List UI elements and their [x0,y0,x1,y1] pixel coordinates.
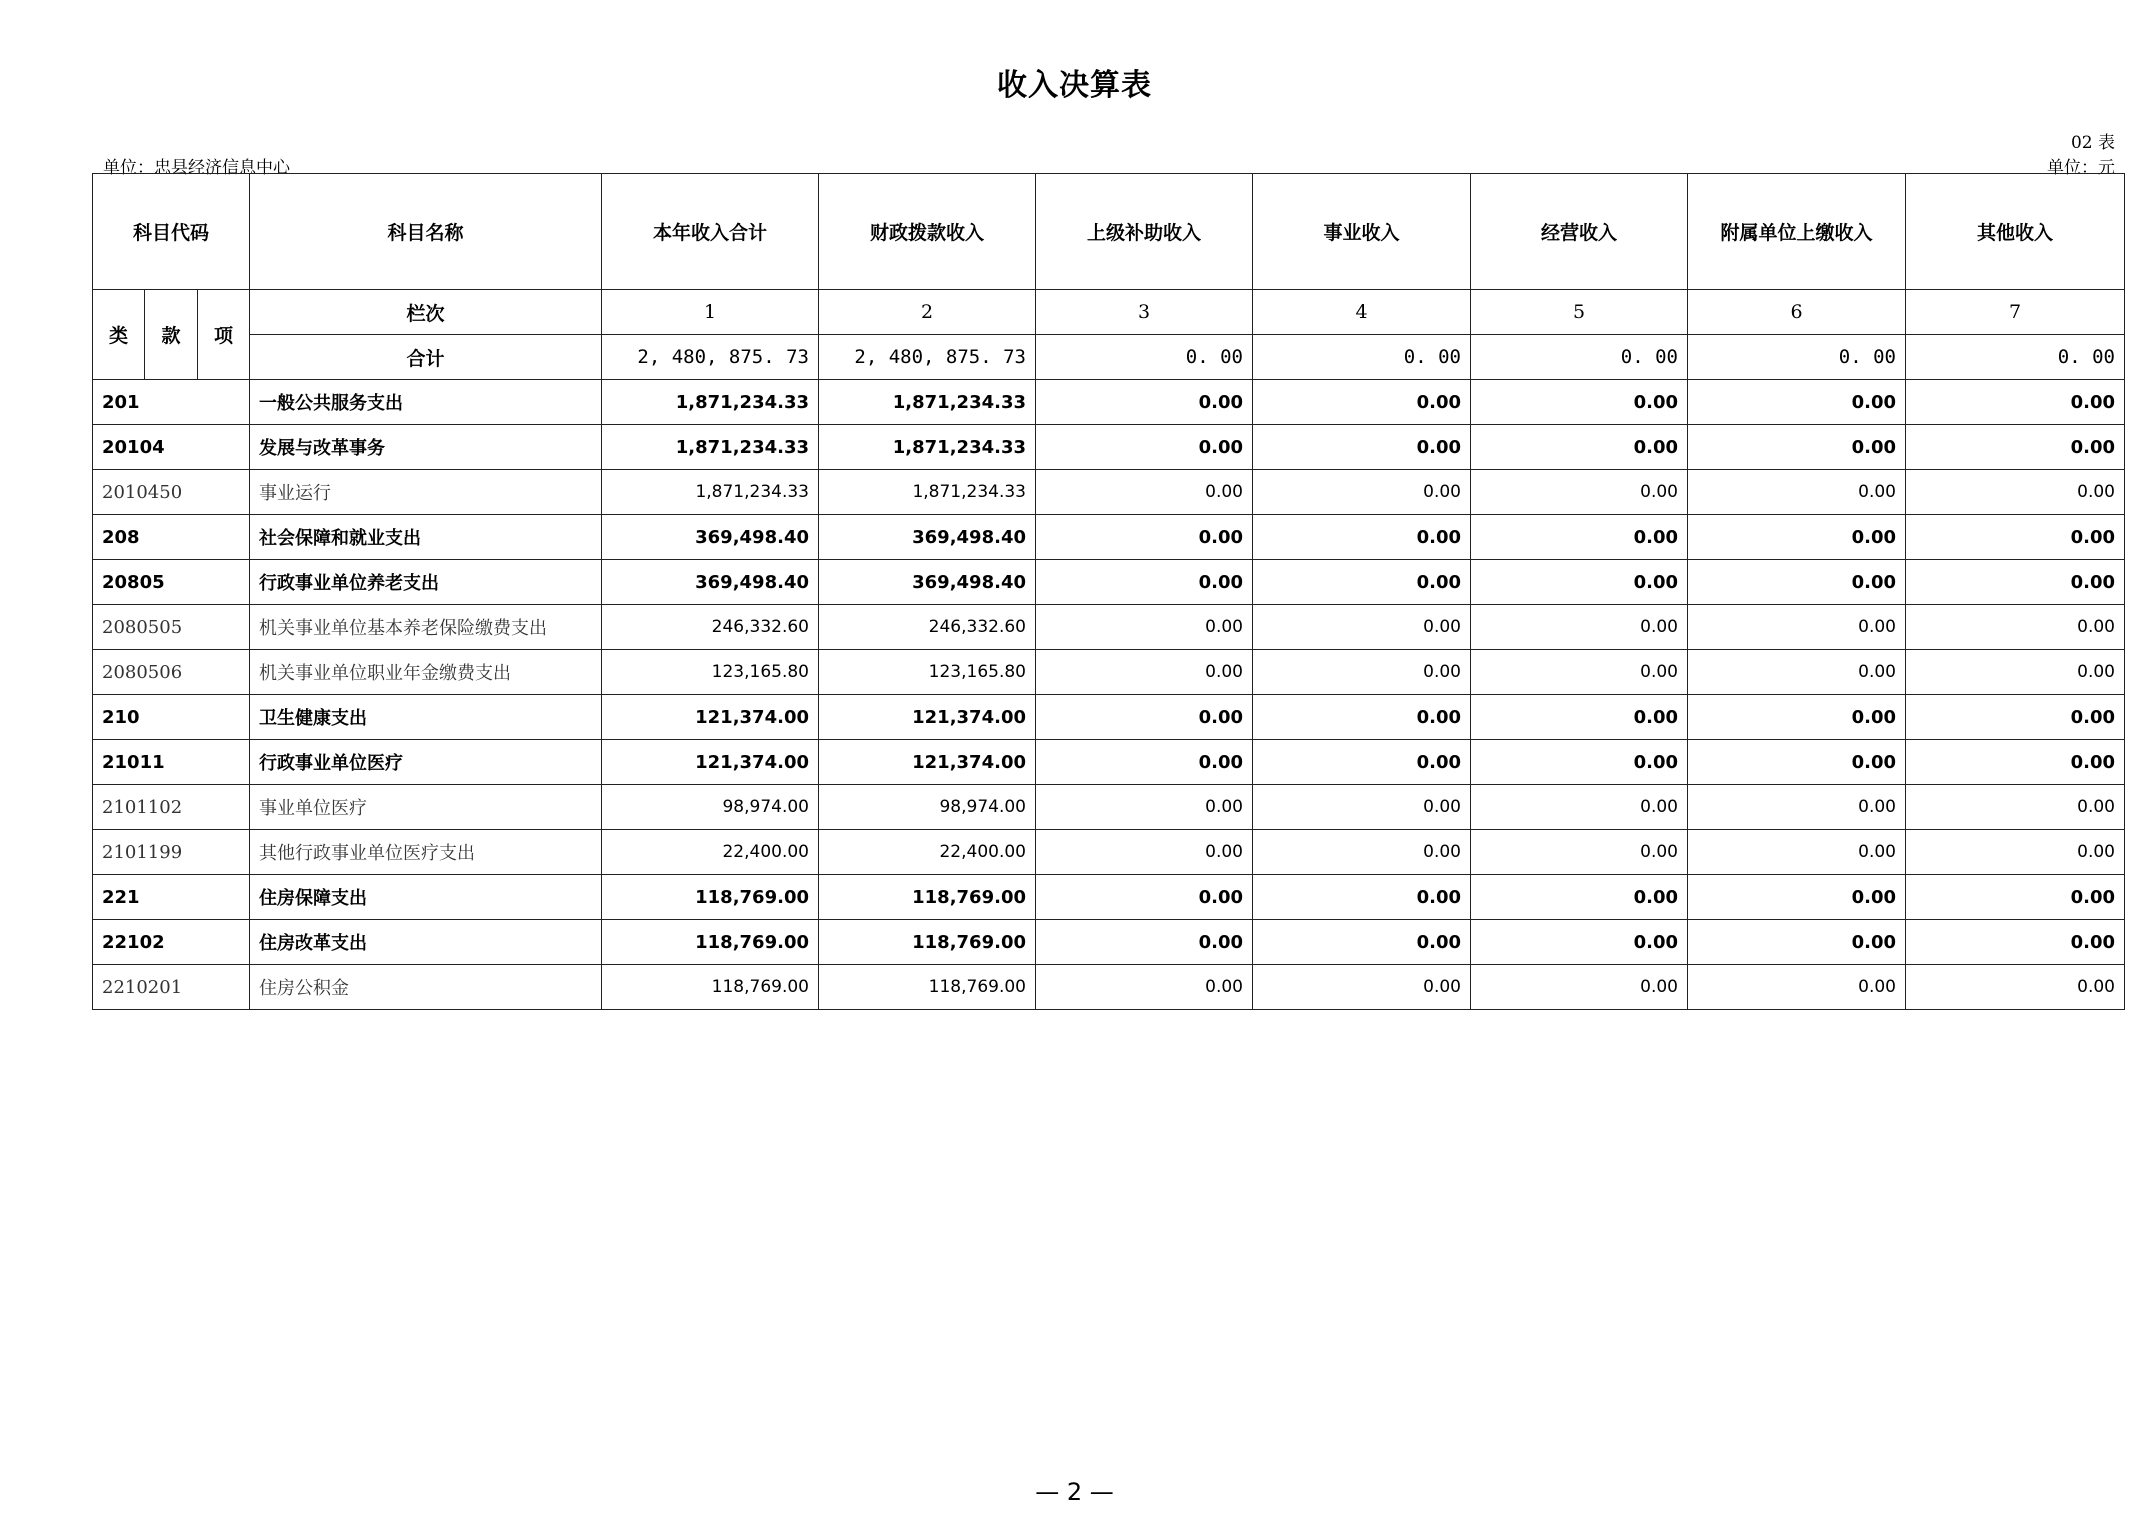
amount-cell: 1,871,234.33 [819,380,1036,425]
income-table [92,173,2125,1010]
amount-cell: 0.00 [1471,695,1688,740]
subject-code: 22102 [93,920,250,965]
amount-cell: 0.00 [1036,560,1253,605]
amount-cell: 0.00 [1036,425,1253,470]
amount-cell: 121,374.00 [819,695,1036,740]
amount-cell: 0.00 [1906,605,2125,650]
amount-cell: 0.00 [1906,380,2125,425]
amount-cell: 0.00 [1471,605,1688,650]
amount-cell: 118,769.00 [819,920,1036,965]
total-cell: 0. 00 [1036,335,1253,380]
amount-cell: 1,871,234.33 [602,425,819,470]
amount-cell: 0.00 [1906,875,2125,920]
subject-name: 发展与改革事务 [250,425,602,470]
table-row [93,965,2125,1010]
amount-cell: 22,400.00 [602,830,819,875]
table-row [93,605,2125,650]
subject-name: 行政事业单位养老支出 [250,560,602,605]
table-row [93,695,2125,740]
table-row [93,560,2125,605]
amount-cell: 1,871,234.33 [602,470,819,515]
amount-cell: 0.00 [1471,740,1688,785]
header-total: 本年收入合计 [602,174,819,290]
amount-cell: 0.00 [1906,965,2125,1010]
table-row [93,785,2125,830]
amount-cell: 0.00 [1471,470,1688,515]
amount-cell: 0.00 [1688,560,1906,605]
subject-name: 一般公共服务支出 [250,380,602,425]
amount-cell: 0.00 [1253,920,1471,965]
amount-cell: 0.00 [1253,650,1471,695]
subject-name: 事业运行 [250,470,602,515]
header-business: 事业收入 [1253,174,1471,290]
header-subsidiary: 附属单位上缴收入 [1688,174,1906,290]
subject-code: 2080506 [93,650,250,695]
amount-cell: 22,400.00 [819,830,1036,875]
amount-cell: 0.00 [1253,830,1471,875]
amount-cell: 0.00 [1688,650,1906,695]
table-row [93,425,2125,470]
page-number: — 2 — [1035,1478,1114,1506]
column-index: 2 [819,290,1036,335]
amount-cell: 1,871,234.33 [602,380,819,425]
subject-name: 住房保障支出 [250,875,602,920]
amount-cell: 0.00 [1688,470,1906,515]
table-row [93,650,2125,695]
table-row [93,830,2125,875]
subject-name: 机关事业单位基本养老保险缴费支出 [250,605,602,650]
total-cell: 0. 00 [1688,335,1906,380]
amount-cell: 121,374.00 [602,740,819,785]
amount-cell: 118,769.00 [602,875,819,920]
amount-cell: 98,974.00 [819,785,1036,830]
amount-cell: 0.00 [1688,695,1906,740]
amount-cell: 0.00 [1471,920,1688,965]
amount-cell: 0.00 [1471,425,1688,470]
subject-name: 行政事业单位医疗 [250,740,602,785]
subject-code: 221 [93,875,250,920]
column-index: 7 [1906,290,2125,335]
amount-cell: 0.00 [1253,605,1471,650]
amount-cell: 0.00 [1253,470,1471,515]
total-cell: 2, 480, 875. 73 [602,335,819,380]
amount-cell: 0.00 [1036,920,1253,965]
header-code: 科目代码 [93,174,250,290]
column-index: 3 [1036,290,1253,335]
table-row [93,380,2125,425]
header-lanci: 栏次 [250,290,602,335]
table-number: 02 表 [2070,133,2115,153]
table-row [93,875,2125,920]
amount-cell: 0.00 [1036,740,1253,785]
amount-cell: 0.00 [1906,560,2125,605]
column-index: 1 [602,290,819,335]
amount-cell: 0.00 [1688,965,1906,1010]
amount-cell: 0.00 [1471,830,1688,875]
subject-name: 事业单位医疗 [250,785,602,830]
amount-cell: 0.00 [1253,695,1471,740]
subject-code: 201 [93,380,250,425]
amount-cell: 0.00 [1906,425,2125,470]
amount-cell: 0.00 [1906,830,2125,875]
header-name: 科目名称 [250,174,602,290]
header-superior: 上级补助收入 [1036,174,1253,290]
unit-organization: 单位：忠县经济信息中心 [103,158,290,178]
subject-name: 其他行政事业单位医疗支出 [250,830,602,875]
amount-cell: 1,871,234.33 [819,470,1036,515]
amount-cell: 123,165.80 [602,650,819,695]
amount-cell: 0.00 [1036,605,1253,650]
subject-name: 社会保障和就业支出 [250,515,602,560]
amount-cell: 0.00 [1906,650,2125,695]
amount-cell: 0.00 [1036,785,1253,830]
amount-cell: 98,974.00 [602,785,819,830]
header-other: 其他收入 [1906,174,2125,290]
amount-cell: 0.00 [1036,470,1253,515]
amount-cell: 118,769.00 [819,875,1036,920]
amount-cell: 0.00 [1471,785,1688,830]
amount-cell: 246,332.60 [602,605,819,650]
amount-cell: 0.00 [1906,470,2125,515]
subject-code: 2101199 [93,830,250,875]
amount-cell: 0.00 [1471,515,1688,560]
total-cell: 0. 00 [1253,335,1471,380]
page-title: 收入决算表 [997,68,1152,103]
amount-cell: 369,498.40 [819,515,1036,560]
amount-cell: 0.00 [1906,920,2125,965]
amount-cell: 0.00 [1036,380,1253,425]
header-xiang: 项 [198,290,250,380]
amount-cell: 369,498.40 [602,515,819,560]
subject-code: 2210201 [93,965,250,1010]
amount-cell: 121,374.00 [602,695,819,740]
amount-cell: 0.00 [1688,740,1906,785]
amount-cell: 0.00 [1253,785,1471,830]
amount-cell: 0.00 [1036,650,1253,695]
subject-name: 住房公积金 [250,965,602,1010]
amount-cell: 0.00 [1253,515,1471,560]
amount-cell: 0.00 [1253,875,1471,920]
amount-cell: 0.00 [1471,650,1688,695]
amount-cell: 0.00 [1036,695,1253,740]
subject-code: 208 [93,515,250,560]
subject-name: 住房改革支出 [250,920,602,965]
amount-cell: 0.00 [1906,785,2125,830]
amount-cell: 0.00 [1688,785,1906,830]
subject-code: 2101102 [93,785,250,830]
header-kuan: 款 [145,290,198,380]
amount-cell: 0.00 [1688,380,1906,425]
amount-cell: 369,498.40 [819,560,1036,605]
amount-cell: 0.00 [1036,875,1253,920]
amount-cell: 118,769.00 [602,965,819,1010]
amount-cell: 0.00 [1688,875,1906,920]
amount-cell: 1,871,234.33 [819,425,1036,470]
column-index: 4 [1253,290,1471,335]
amount-cell: 0.00 [1471,965,1688,1010]
amount-cell: 0.00 [1471,560,1688,605]
amount-cell: 0.00 [1253,380,1471,425]
subject-code: 20805 [93,560,250,605]
amount-cell: 123,165.80 [819,650,1036,695]
amount-cell: 0.00 [1688,425,1906,470]
amount-cell: 118,769.00 [819,965,1036,1010]
subject-name: 卫生健康支出 [250,695,602,740]
amount-cell: 0.00 [1688,920,1906,965]
amount-cell: 369,498.40 [602,560,819,605]
header-fiscal: 财政拨款收入 [819,174,1036,290]
amount-cell: 246,332.60 [819,605,1036,650]
unit-currency: 单位：元 [2047,158,2115,178]
amount-cell: 0.00 [1036,830,1253,875]
amount-cell: 0.00 [1253,560,1471,605]
subject-code: 21011 [93,740,250,785]
total-cell: 0. 00 [1471,335,1688,380]
amount-cell: 0.00 [1906,740,2125,785]
amount-cell: 0.00 [1471,875,1688,920]
amount-cell: 0.00 [1253,740,1471,785]
subject-code: 2010450 [93,470,250,515]
total-row [93,335,2125,380]
amount-cell: 118,769.00 [602,920,819,965]
table-row [93,740,2125,785]
column-index: 6 [1688,290,1906,335]
amount-cell: 121,374.00 [819,740,1036,785]
column-index: 5 [1471,290,1688,335]
total-cell: 0. 00 [1906,335,2125,380]
header-lei: 类 [93,290,145,380]
amount-cell: 0.00 [1688,605,1906,650]
table-row [93,515,2125,560]
amount-cell: 0.00 [1906,695,2125,740]
amount-cell: 0.00 [1688,830,1906,875]
table-row [93,920,2125,965]
table-row [93,470,2125,515]
subject-code: 2080505 [93,605,250,650]
amount-cell: 0.00 [1906,515,2125,560]
subject-code: 210 [93,695,250,740]
amount-cell: 0.00 [1253,425,1471,470]
subject-code: 20104 [93,425,250,470]
header-operating: 经营收入 [1471,174,1688,290]
table-body [93,380,2125,1010]
subject-name: 机关事业单位职业年金缴费支出 [250,650,602,695]
amount-cell: 0.00 [1036,515,1253,560]
amount-cell: 0.00 [1036,965,1253,1010]
amount-cell: 0.00 [1688,515,1906,560]
amount-cell: 0.00 [1471,380,1688,425]
amount-cell: 0.00 [1253,965,1471,1010]
total-label: 合计 [250,335,602,380]
total-cell: 2, 480, 875. 73 [819,335,1036,380]
